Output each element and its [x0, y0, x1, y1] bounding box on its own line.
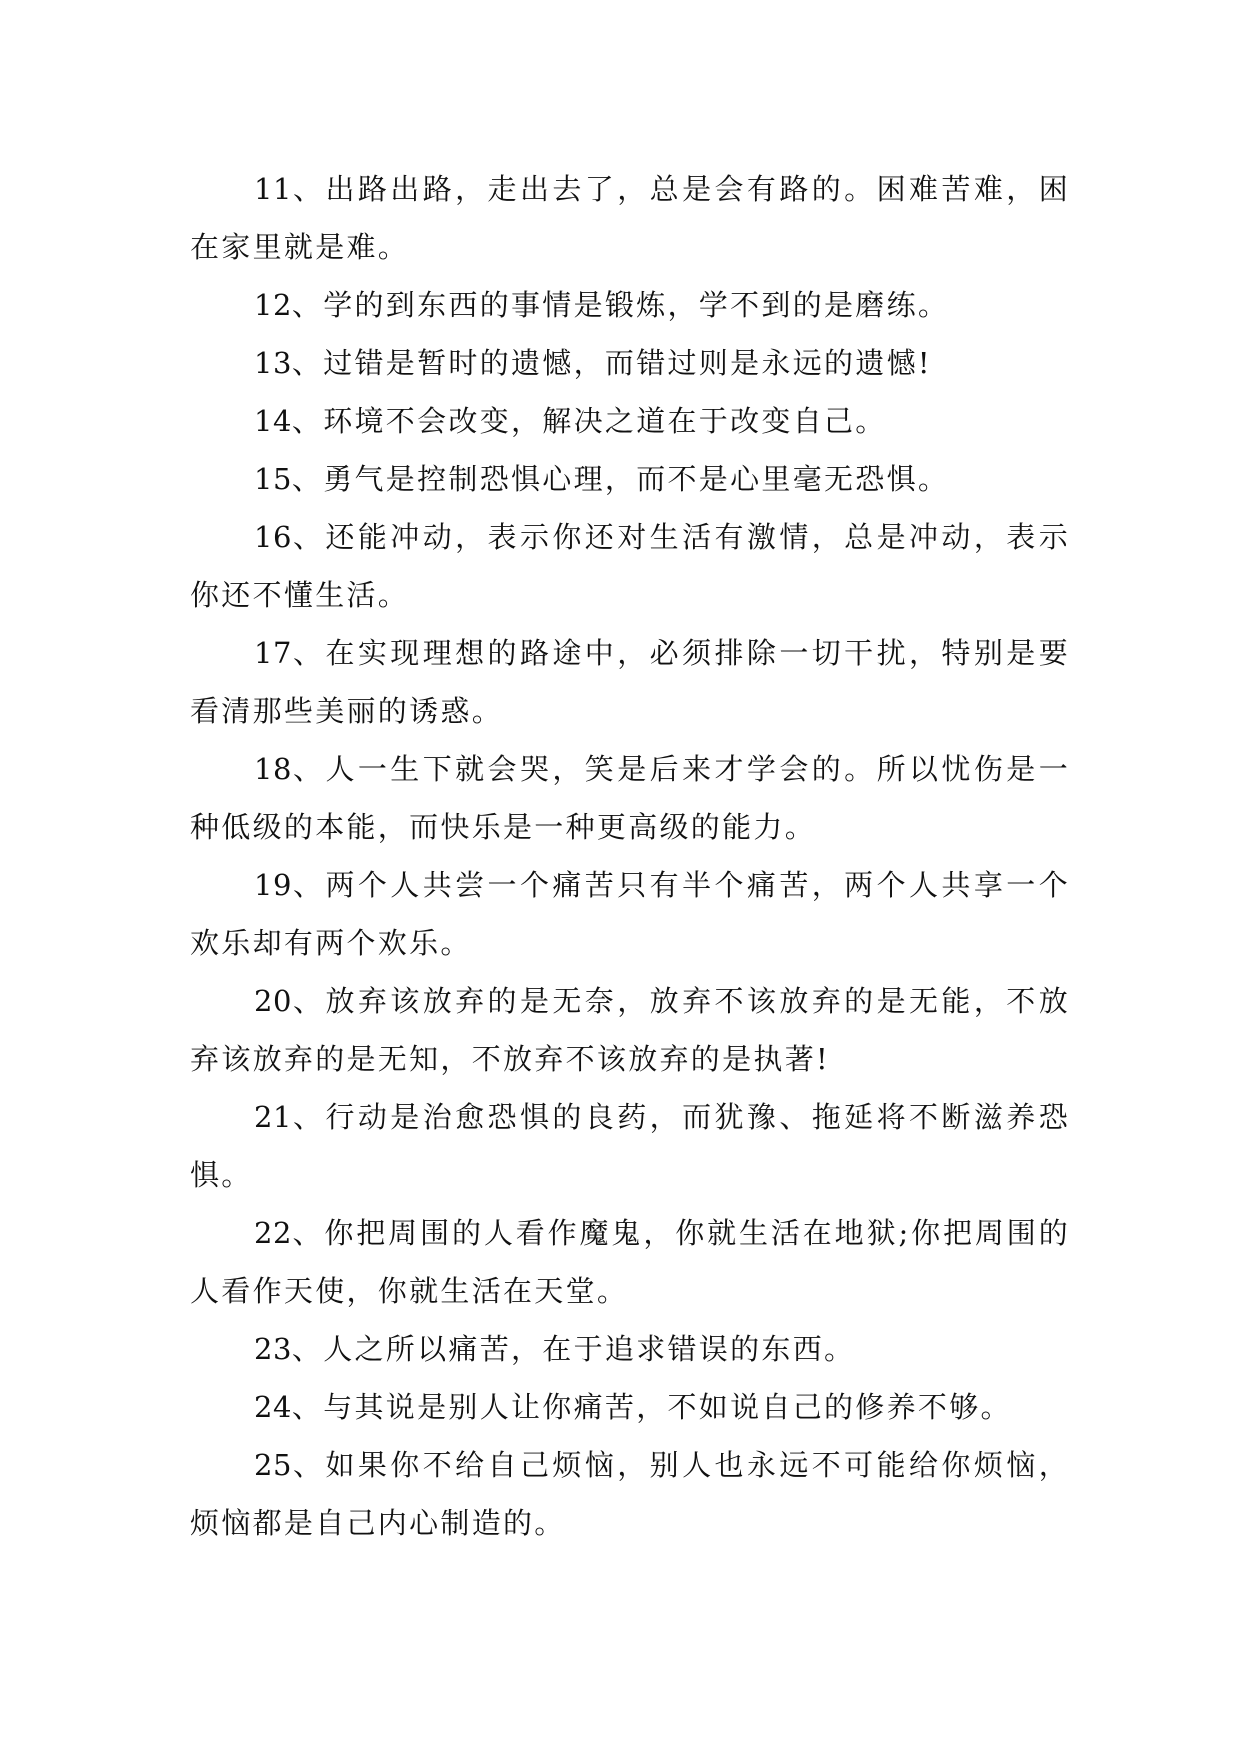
paragraph-number: 17 [254, 636, 292, 670]
paragraph-number: 11 [254, 172, 292, 206]
paragraph-19 [190, 856, 1070, 972]
paragraph-17 [190, 624, 1070, 740]
paragraph-15 [190, 450, 1070, 508]
paragraph-11 [190, 160, 1070, 276]
paragraph-13 [190, 334, 1070, 392]
paragraph-text: 、学的到东西的事情是锻炼，学不到的是磨练。 [291, 288, 950, 322]
paragraph-text: 、勇气是控制恐惧心理，而不是心里毫无恐惧。 [291, 462, 950, 496]
paragraph-text: 、与其说是别人让你痛苦，不如说自己的修养不够。 [291, 1390, 1012, 1424]
paragraph-text: 、出路出路，走出去了，总是会有路的。困难苦难，困在家里就是难。 [190, 172, 1070, 264]
paragraph-12 [190, 276, 1070, 334]
paragraph-text: 、人一生下就会哭，笑是后来才学会的。所以忧伤是一种低级的本能，而快乐是一种更高级的能力。 [190, 752, 1070, 844]
paragraph-number: 22 [254, 1216, 292, 1250]
paragraph-16 [190, 508, 1070, 624]
paragraph-number: 24 [254, 1390, 292, 1424]
paragraph-number: 16 [254, 520, 292, 554]
paragraph-number: 20 [254, 984, 292, 1018]
paragraph-number: 25 [254, 1448, 292, 1482]
paragraph-number: 18 [254, 752, 292, 786]
paragraph-text: 、如果你不给自己烦恼，别人也永远不可能给你烦恼，烦恼都是自己内心制造的。 [190, 1448, 1070, 1540]
paragraph-23 [190, 1320, 1070, 1378]
paragraph-text: 、你把周围的人看作魔鬼，你就生活在地狱;你把周围的人看作天使，你就生活在天堂。 [190, 1216, 1070, 1308]
paragraph-20 [190, 972, 1070, 1088]
paragraph-14 [190, 392, 1070, 450]
paragraph-text: 、行动是治愈恐惧的良药，而犹豫、拖延将不断滋养恐惧。 [190, 1100, 1070, 1192]
paragraph-number: 21 [254, 1100, 292, 1134]
paragraph-text: 、过错是暂时的遗憾，而错过则是永远的遗憾! [291, 346, 932, 380]
paragraph-number: 19 [254, 868, 292, 902]
document-body [190, 160, 1070, 1552]
paragraph-number: 15 [254, 462, 292, 496]
paragraph-text: 、放弃该放弃的是无奈，放弃不该放弃的是无能，不放弃该放弃的是无知，不放弃不该放弃的是执著! [190, 984, 1070, 1076]
paragraph-number: 14 [254, 404, 292, 438]
paragraph-text: 、还能冲动，表示你还对生活有激情，总是冲动，表示你还不懂生活。 [190, 520, 1070, 612]
paragraph-number: 23 [254, 1332, 292, 1366]
paragraph-text: 、在实现理想的路途中，必须排除一切干扰，特别是要看清那些美丽的诱惑。 [190, 636, 1070, 728]
paragraph-number: 12 [254, 288, 292, 322]
paragraph-text: 、人之所以痛苦，在于追求错误的东西。 [291, 1332, 856, 1366]
paragraph-18 [190, 740, 1070, 856]
paragraph-number: 13 [254, 346, 292, 380]
paragraph-21 [190, 1088, 1070, 1204]
paragraph-text: 、两个人共尝一个痛苦只有半个痛苦，两个人共享一个欢乐却有两个欢乐。 [190, 868, 1070, 960]
paragraph-24 [190, 1378, 1070, 1436]
paragraph-25 [190, 1436, 1070, 1552]
paragraph-text: 、环境不会改变，解决之道在于改变自己。 [291, 404, 887, 438]
paragraph-22 [190, 1204, 1070, 1320]
